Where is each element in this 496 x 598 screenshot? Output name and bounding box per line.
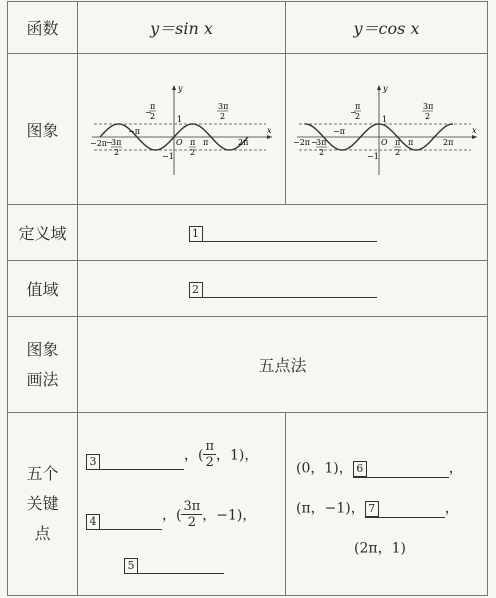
sin-point4-open: ，( [162,507,182,524]
sin-neg-3pi2-num: 3π [110,138,121,147]
header-cos [286,2,488,54]
key-points-label-line1: 五个 [26,464,59,483]
sin-blank-5[interactable] [124,555,224,574]
frac-den: 2 [187,515,197,530]
sin-3pi2-num: 3π [217,102,228,111]
cos-y-arrow [377,85,381,90]
cos-neg-pi2-num: π [354,102,360,111]
header-sin [78,2,286,54]
sin-neg-pi2-num: π [149,102,155,111]
cos-pi-label: π [407,138,413,147]
cos-neg-pi2-sign: − [349,108,357,117]
sin-neg-3pi2-den: 2 [113,148,119,157]
sin-pi-label: π [202,138,208,147]
sin-neg-pi2-den: 2 [149,112,155,121]
blank-5-number: 5 [124,558,138,574]
sin-neg-pi2-sign: − [144,108,152,117]
blank-4-number: 4 [86,514,100,530]
method-row [8,317,488,413]
cos-two-pi-label: 2π [442,138,453,147]
frac-num: π [205,439,215,454]
sin-origin-label: O [175,138,183,147]
range-answer-cell [78,261,488,317]
blank-7-number: 7 [365,501,379,517]
cos-neg-one-label: −1 [366,152,379,161]
sin-graph [86,79,278,179]
cos-key-line-2 [296,497,459,518]
cos-neg-pi-label: −π [332,127,345,136]
cos-y-label: y [382,84,388,93]
method-label-line2: 画法 [26,369,59,389]
sin-function-formula: y＝sin x [150,19,213,38]
cos-neg-pi2-den: 2 [354,112,360,121]
sin-3pi2-den: 2 [219,112,225,121]
cos-neg-two-pi-label: −2π [292,138,310,147]
cos-blank-7[interactable] [365,499,445,518]
cos-neg-3pi2-num: 3π [315,138,326,147]
sin-blank-3[interactable] [86,451,184,470]
cos-x-arrow [472,135,477,139]
sin-neg-two-pi-label: −2π [89,139,107,148]
cos-key-line-3 [354,537,406,558]
key-points-label-line2: 关键 [26,494,59,513]
range-row-label: 值域 [8,261,78,317]
method-row-label [8,317,78,413]
frac-den: 2 [205,455,214,470]
cos-function-formula: y＝cos x [353,19,420,38]
domain-row [8,205,488,261]
sin-blank-4[interactable] [86,511,162,530]
sin-one-label: 1 [176,115,182,124]
range-blank[interactable] [189,279,377,298]
domain-row-label: 定义域 [8,205,78,261]
sin-point2-x [203,439,216,470]
sin-key-points-cell [78,413,286,596]
cos-point1: (0，1)， [296,460,353,477]
blank-6-number: 6 [353,461,367,477]
sin-key-line-3 [124,555,224,574]
cos-one-label: 1 [381,115,387,124]
sin-x-label: x [266,126,272,135]
cos-key-points-cell [286,413,488,596]
cos-pi2-den: 2 [394,148,400,157]
sin-pi2-num: π [189,138,195,147]
sin-neg-one-label: −1 [161,152,174,161]
range-blank-number: 2 [189,282,203,298]
cos-graph-cell [286,54,488,205]
sin-x-arrow [267,135,272,139]
sin-point2-open: ，( [184,447,204,464]
sin-key-line-1 [86,439,258,470]
header-function-label: 函数 [8,2,78,54]
sin-point2-tail: ，1)， [216,447,259,464]
cos-point5: (2π，1) [354,540,406,557]
cos-key-line-1 [296,457,463,478]
sin-graph-cell [78,54,286,205]
cos-point3: (π，−1)， [296,500,365,517]
cos-graph [291,79,483,179]
cos-pi2-num: π [394,138,400,147]
sin-y-arrow [172,85,176,90]
blank-3-number: 3 [86,454,100,470]
sin-y-label: y [177,84,183,93]
sin-two-pi-label: 2π [237,138,248,147]
sin-point4-x [181,499,202,530]
cos-neg-3pi2-sign: − [310,138,318,147]
key-points-label-line3: 点 [34,524,51,543]
domain-answer-cell [78,205,488,261]
range-row [8,261,488,317]
cos-origin-label: O [380,138,388,147]
graph-row [8,54,488,205]
header-row [8,2,488,54]
key-points-row [8,413,488,596]
graph-row-label: 图象 [8,54,78,205]
sin-neg-pi-label: −π [127,127,140,136]
cos-3pi2-num: 3π [422,102,433,111]
cos-3pi2-den: 2 [424,112,430,121]
trig-function-table [7,1,488,596]
cos-comma-6: ， [448,460,463,477]
key-points-label [8,413,78,596]
sin-neg-3pi2-sign: − [105,138,113,147]
method-value: 五点法 [78,317,488,413]
cos-blank-6[interactable] [353,459,449,478]
method-label-line1: 图象 [26,339,59,359]
sin-key-line-2 [86,499,256,530]
sin-point4-tail: ，−1)， [202,507,257,524]
cos-x-label: x [471,126,477,135]
cos-comma-7: ， [444,500,459,517]
domain-blank-number: 1 [189,226,203,242]
frac-num: 3π [183,499,201,514]
sin-pi2-den: 2 [189,148,195,157]
cos-neg-3pi2-den: 2 [318,148,324,157]
domain-blank[interactable] [189,223,377,242]
